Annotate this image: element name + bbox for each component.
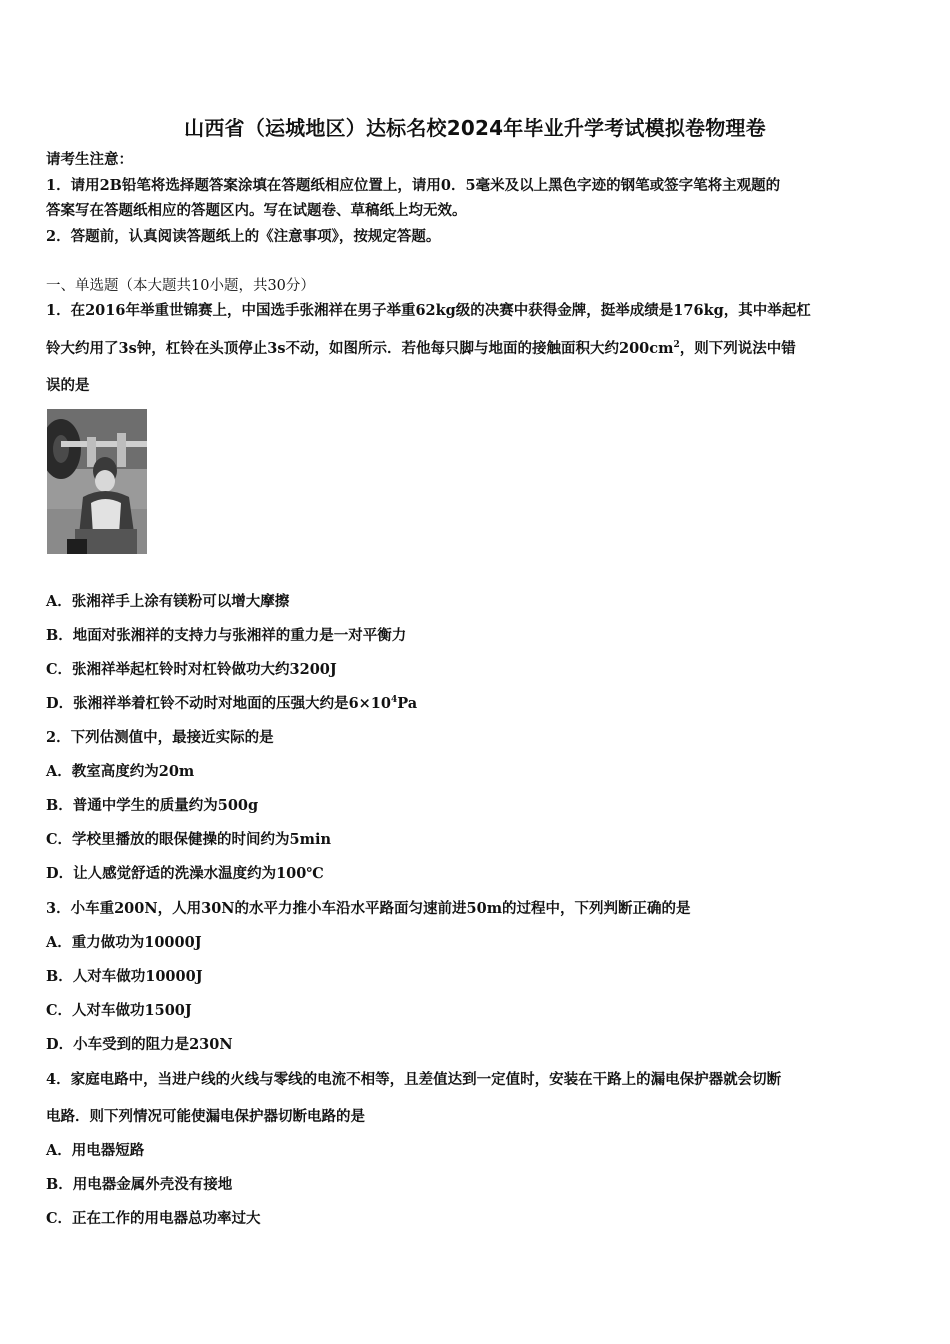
q1-option-b: B．地面对张湘祥的支持力与张湘祥的重力是一对平衡力: [46, 627, 407, 644]
q4-option-c: C．正在工作的用电器总功率过大: [46, 1210, 261, 1227]
q4-stem-line2: 电路．则下列情况可能使漏电保护器切断电路的是: [46, 1108, 365, 1125]
q1-option-d-unit: Pa: [397, 695, 418, 712]
q3-stem: 3．小车重200N，人用30N的水平力推小车沿水平路面匀速前进50m的过程中，下列判断正确的是: [46, 900, 691, 917]
q2-option-d: D．让人感觉舒适的洗澡水温度约为100℃: [46, 865, 324, 882]
q3-option-b: B．人对车做功10000J: [46, 968, 203, 985]
q3-option-c: C．人对车做功1500J: [46, 1002, 192, 1019]
q1-superscript: 2: [673, 340, 680, 351]
q1-option-c: C．张湘祥举起杠铃时对杠铃做功大约3200J: [46, 661, 337, 678]
weightlifter-photo: [47, 409, 147, 554]
q2-option-c: C．学校里播放的眼保健操的时间约为5min: [46, 831, 332, 848]
q3-option-a: A．重力做功为10000J: [46, 934, 202, 951]
q1-stem-line2-text: 铃大约用了3s钟，杠铃在头顶停止3s不动，如图所示．若他每只脚与地面的接触面积大约200cm: [46, 340, 674, 357]
notice-item-1: 1．请用2B铅笔将选择题答案涂填在答题纸相应位置上，请用0．5毫米及以上黑色字迹的钢笔或签字笔将主观题的: [46, 177, 781, 194]
q1-stem-line2-tail: ，则下列说法中错: [679, 340, 796, 357]
q1-option-d: [46, 694, 417, 714]
q1-stem-line3: 误的是: [46, 377, 90, 394]
exam-title: 山西省（运城地区）达标名校2024年毕业升学考试模拟卷物理卷: [184, 116, 766, 140]
notice-item-1-cont: 答案写在答题纸相应的答题区内。写在试题卷、草稿纸上均无效。: [46, 202, 467, 219]
q2-stem: 2．下列估测值中，最接近实际的是: [46, 729, 274, 746]
notice-item-2: 2．答题前，认真阅读答题纸上的《注意事项》，按规定答题。: [46, 228, 441, 245]
q1-stem-line1: 1．在2016年举重世锦赛上，中国选手张湘祥在男子举重62kg级的决赛中获得金牌，挺举成绩是176kg，其中举起杠: [46, 302, 811, 319]
q1-stem-line2: [46, 339, 796, 359]
q1-option-d-text: D．张湘祥举着杠铃不动时对地面的压强大约是6×10: [46, 695, 391, 712]
q4-stem-line1: 4．家庭电路中，当进户线的火线与零线的电流不相等，且差值达到一定值时，安装在干路上的漏电保护器就会切断: [46, 1071, 782, 1088]
q3-option-d: D．小车受到的阻力是230N: [46, 1036, 233, 1053]
q2-option-a: A．教室高度约为20m: [46, 763, 195, 780]
q1-option-d-exponent: 4: [391, 695, 398, 706]
q4-option-b: B．用电器金属外壳没有接地: [46, 1176, 233, 1193]
q1-option-a: A．张湘祥手上涂有镁粉可以增大摩擦: [46, 593, 290, 610]
q4-option-a: A．用电器短路: [46, 1142, 145, 1159]
notice-heading: 请考生注意：: [46, 151, 133, 168]
q2-option-b: B．普通中学生的质量约为500g: [46, 797, 259, 814]
section-header: 一、单选题（本大题共10小题，共30分）: [46, 278, 315, 294]
